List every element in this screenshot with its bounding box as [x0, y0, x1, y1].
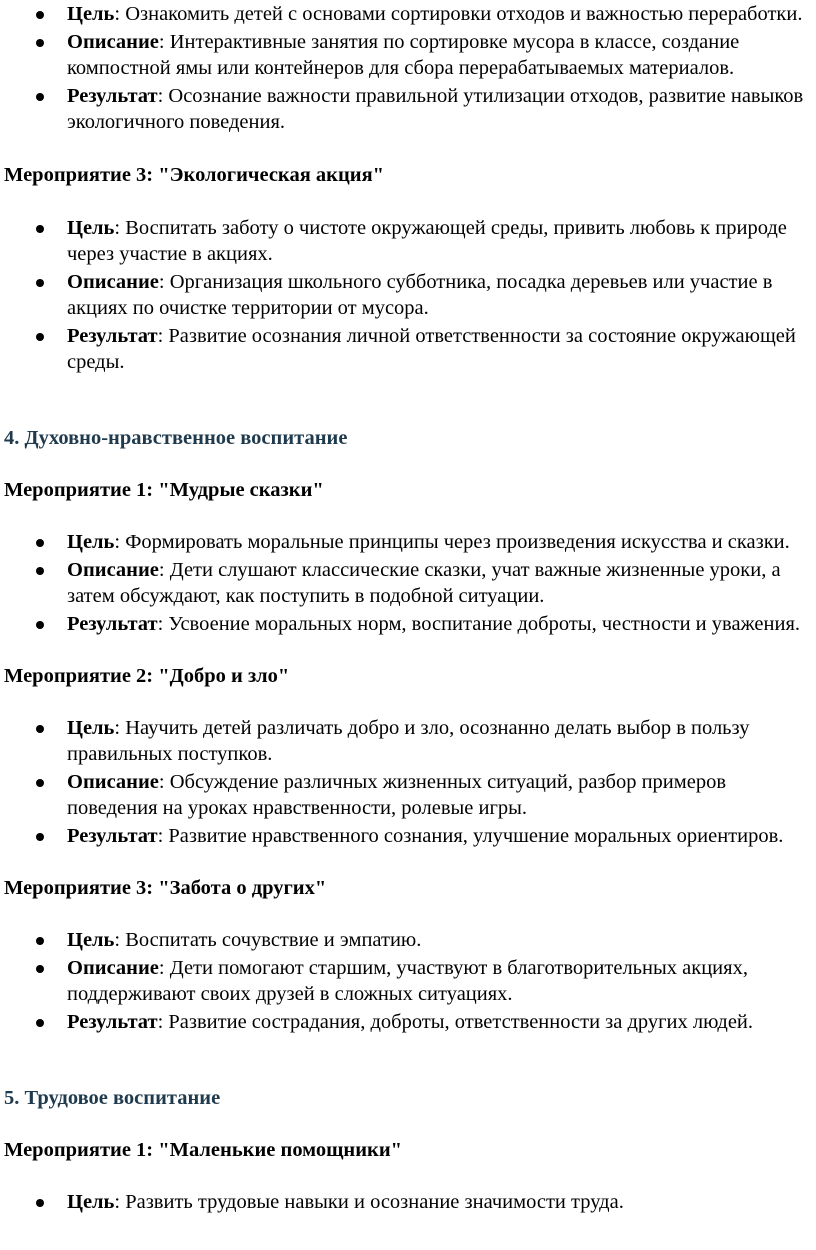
list-item	[67, 323, 806, 375]
bullet-list	[4, 215, 806, 375]
item-text: : Интерактивные занятия по сортировке мусора в классе, создание компостной ямы или контейнеров для сбора перерабатываемых материалов.	[67, 31, 740, 79]
list-item	[67, 927, 806, 953]
item-label: Результат	[67, 85, 158, 107]
list-item	[67, 29, 806, 81]
item-text: : Ознакомить детей с основами сортировки отходов и важностью переработки.	[114, 3, 803, 25]
item-label: Цель	[67, 929, 115, 951]
list-item	[67, 1009, 806, 1035]
event-heading: Мероприятие 3: "Экологическая акция"	[4, 164, 385, 186]
item-label: Цель	[67, 1191, 115, 1213]
item-label: Результат	[67, 325, 158, 347]
item-label: Описание	[67, 957, 159, 979]
bullet-list	[4, 529, 806, 637]
item-text: : Развитие сострадания, доброты, ответственности за других людей.	[157, 1011, 754, 1033]
item-label: Результат	[67, 825, 158, 847]
item-label: Результат	[67, 1011, 158, 1033]
item-label: Описание	[67, 31, 159, 53]
item-label: Цель	[67, 717, 115, 739]
list-item	[67, 715, 806, 767]
item-label: Описание	[67, 271, 159, 293]
item-text: : Дети слушают классические сказки, учат важные жизненные уроки, а затем обсуждают, как поступить в подобной ситуации.	[67, 559, 781, 607]
item-label: Описание	[67, 771, 159, 793]
item-text: : Обсуждение различных жизненных ситуаций, разбор примеров поведения на уроках нравственности, ролевые игры.	[67, 771, 727, 819]
list-item	[67, 529, 806, 555]
list-item	[67, 823, 806, 849]
event-heading: Мероприятие 3: "Забота о других"	[4, 877, 327, 899]
bullet-list	[4, 715, 806, 849]
item-text: : Развитие нравственного сознания, улучшение моральных ориентиров.	[157, 825, 784, 847]
bullet-list	[4, 1, 806, 135]
list-item	[67, 769, 806, 821]
item-text: : Формировать моральные принципы через произведения искусства и сказки.	[114, 531, 790, 553]
list-item	[67, 83, 806, 135]
item-text: : Осознание важности правильной утилизации отходов, развитие навыков экологичного поведения.	[67, 85, 804, 133]
event-heading: Мероприятие 1: "Маленькие помощники"	[4, 1139, 403, 1161]
section-heading: 4. Духовно-нравственное воспитание	[4, 427, 348, 449]
bullet-list	[4, 1189, 806, 1215]
item-text: : Дети помогают старшим, участвуют в благотворительных акциях, поддерживают своих друзей в сложных ситуациях.	[67, 957, 748, 1005]
item-text: : Организация школьного субботника, посадка деревьев или участие в акциях по очистке территории от мусора.	[67, 271, 773, 319]
item-text: : Усвоение моральных норм, воспитание доброты, честности и уважения.	[157, 613, 801, 635]
item-text: : Научить детей различать добро и зло, осознанно делать выбор в пользу правильных поступков.	[67, 717, 750, 765]
list-item	[67, 557, 806, 609]
item-label: Цель	[67, 3, 115, 25]
item-text: : Развить трудовые навыки и осознание значимости труда.	[114, 1191, 624, 1213]
item-text: : Воспитать заботу о чистоте окружающей среды, привить любовь к природе через участие в акциях.	[67, 217, 787, 265]
item-label: Результат	[67, 613, 158, 635]
list-item	[67, 1, 806, 27]
item-label: Цель	[67, 217, 115, 239]
list-item	[67, 269, 806, 321]
list-item	[67, 1189, 806, 1215]
bullet-list	[4, 927, 806, 1035]
item-text: : Развитие осознания личной ответственности за состояние окружающей среды.	[67, 325, 796, 373]
section-heading: 5. Трудовое воспитание	[4, 1087, 221, 1109]
item-text: : Воспитать сочувствие и эмпатию.	[114, 929, 422, 951]
event-heading: Мероприятие 2: "Добро и зло"	[4, 665, 290, 687]
list-item	[67, 955, 806, 1007]
list-item	[67, 215, 806, 267]
list-item	[67, 611, 806, 637]
item-label: Цель	[67, 531, 115, 553]
item-label: Описание	[67, 559, 159, 581]
event-heading: Мероприятие 1: "Мудрые сказки"	[4, 479, 324, 501]
